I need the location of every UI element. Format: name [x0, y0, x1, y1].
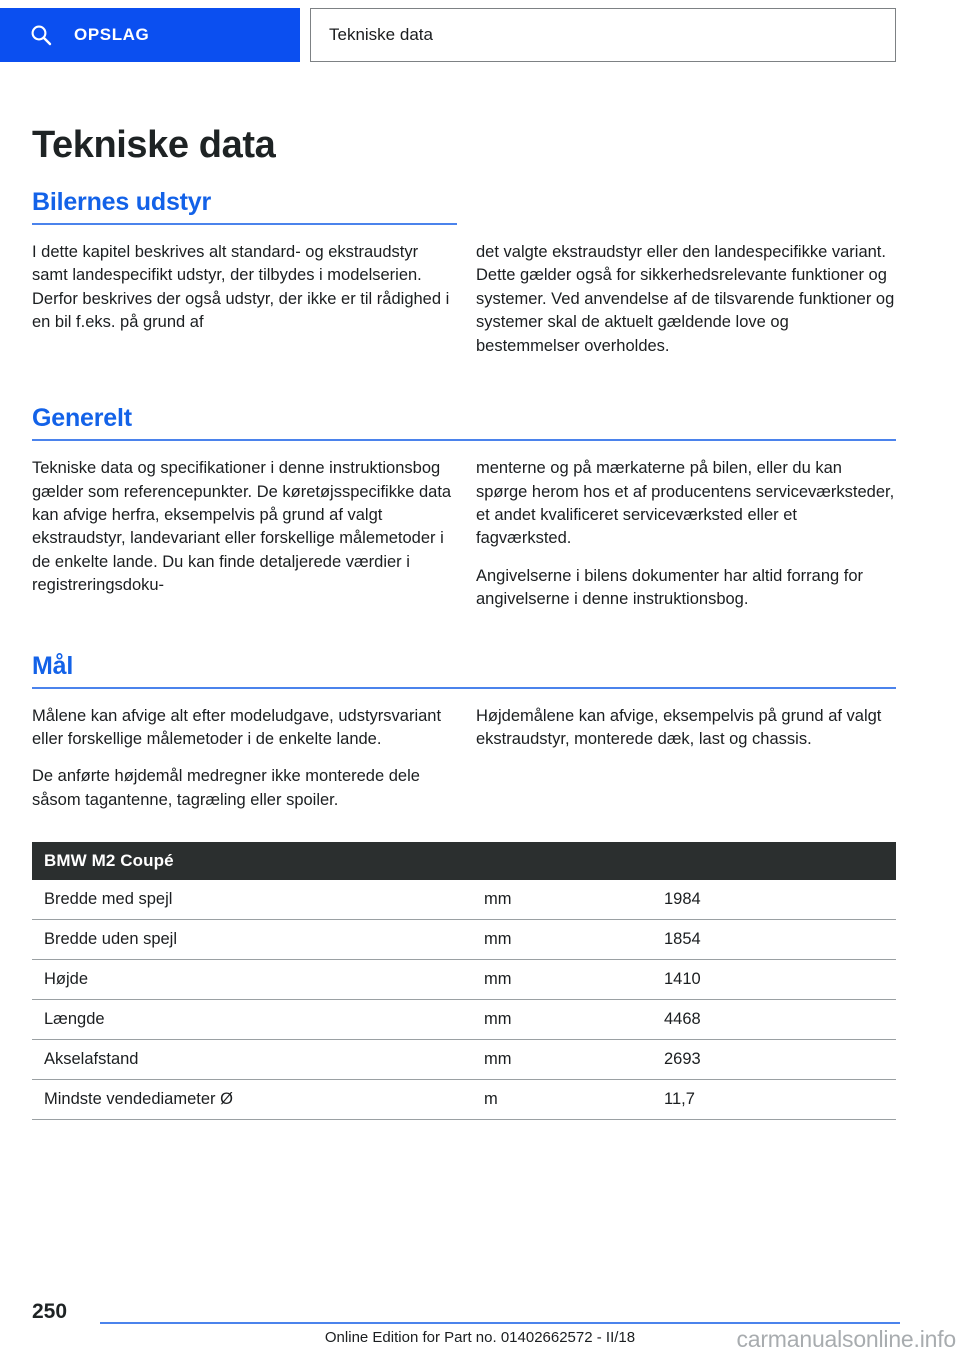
section-left-column	[32, 705, 452, 813]
table-title: BMW M2 Coupé	[32, 842, 896, 880]
section-heading: Generelt	[32, 404, 132, 433]
page-title: Tekniske data	[32, 124, 276, 167]
section-bilernes-udstyr	[32, 188, 896, 358]
table-cell-value: 2693	[652, 1040, 896, 1080]
table-cell-name: Mindste vendediameter Ø	[32, 1080, 472, 1120]
search-button-label: OPSLAG	[74, 25, 150, 44]
table-cell-name: Længde	[32, 1000, 472, 1040]
table-cell-value: 1410	[652, 960, 896, 1000]
section-heading: Mål	[32, 651, 74, 680]
section-columns	[32, 705, 896, 813]
section-right-column	[476, 241, 896, 358]
search-button[interactable]	[0, 8, 300, 62]
table-cell-name: Højde	[32, 960, 472, 1000]
paragraph: menterne og på mærkaterne på bilen, eller du kan spørge herom hos et af producentens serviceværksteder, et andet kvalificeret serviceværksted eller et fagværksted.	[476, 459, 895, 548]
section-right-column	[476, 457, 896, 612]
edition-text: Online Edition for Part no. 01402662572 - II/18	[324, 1329, 636, 1346]
section-left-column	[32, 241, 452, 358]
table-cell-unit: mm	[472, 920, 652, 960]
section-maal	[32, 652, 896, 813]
section-columns	[32, 457, 896, 612]
section-rule	[32, 439, 896, 441]
paragraph: det valgte ekstraudstyr eller den landespecifikke variant. Dette gælder også for sikkerhedsrelevante funktioner og systemer. Ved anvendelse af de tilsvarende funktioner og systemer skal de aktuelt gældende love og bestemmelser overholdes.	[476, 243, 895, 355]
table-cell-value: 1984	[652, 880, 896, 920]
specification-table	[32, 842, 896, 1120]
table-cell-value: 1854	[652, 920, 896, 960]
table-row	[32, 1000, 896, 1040]
section-spacer	[32, 612, 896, 652]
section-spacer	[32, 358, 896, 404]
table-cell-unit: mm	[472, 880, 652, 920]
breadcrumb[interactable]	[310, 8, 896, 62]
section-columns	[32, 241, 896, 358]
top-bar	[0, 8, 960, 64]
table-cell-unit: mm	[472, 960, 652, 1000]
table-cell-unit: mm	[472, 1000, 652, 1040]
table-cell-name: Akselafstand	[32, 1040, 472, 1080]
page-footer	[0, 1286, 960, 1362]
table-row	[32, 1080, 896, 1120]
section-heading: Bilernes udstyr	[32, 188, 212, 216]
table-header-row	[32, 842, 896, 880]
paragraph: Målene kan afvige alt efter modeludgave, udstyrsvariant eller forskellige målemetoder i de enkelte lande.	[32, 706, 442, 749]
table-cell-name: Bredde uden spejl	[32, 920, 472, 960]
search-icon	[30, 24, 52, 46]
paragraph: Angivelserne i bilens dokumenter har altid forrang for angivelserne i denne instruktionsbog.	[476, 566, 864, 609]
section-generelt	[32, 404, 896, 612]
paragraph: Højdemålene kan afvige, eksempelvis på grund af valgt ekstraudstyr, monterede dæk, last og chassis.	[476, 706, 882, 749]
section-left-column	[32, 457, 452, 612]
table-row	[32, 1040, 896, 1080]
table-cell-unit: m	[472, 1080, 652, 1120]
paragraph: Tekniske data og specifikationer i denne instruktionsbog gælder som referencepunkter. De køretøjsspecifikke data kan afvige herfra, eksempelvis på grund af valgt ekstraudstyr, landevariant eller forskellige målemetoder i de enkelte lande. Du kan finde detaljerede værdier i registreringsdoku-	[32, 459, 452, 595]
paragraph: De anførte højdemål medregner ikke monterede dele såsom tagantenne, tagræling eller spoiler.	[32, 767, 420, 809]
table-cell-name: Bredde med spejl	[32, 880, 472, 920]
table-row	[32, 920, 896, 960]
table-cell-unit: mm	[472, 1040, 652, 1080]
paragraph: I dette kapitel beskrives alt standard- og ekstraudstyr samt landespecifikt udstyr, der tilbydes i modelserien. Derfor beskrives der også udstyr, der ikke er til rådighed i en bil f.eks. på grund af	[32, 243, 450, 332]
table-cell-value: 11,7	[652, 1080, 896, 1120]
table-row	[32, 960, 896, 1000]
table-cell-value: 4468	[652, 1000, 896, 1040]
section-rule	[32, 223, 457, 225]
section-right-column	[476, 705, 896, 813]
section-rule	[32, 687, 896, 689]
footer-divider	[100, 1322, 900, 1324]
watermark: carmanualsonline.info	[736, 1326, 956, 1352]
page-number: 250	[32, 1300, 68, 1323]
breadcrumb-label: Tekniske data	[329, 25, 433, 44]
table-row	[32, 880, 896, 920]
table-body	[32, 880, 896, 1120]
document-content	[32, 188, 896, 1120]
